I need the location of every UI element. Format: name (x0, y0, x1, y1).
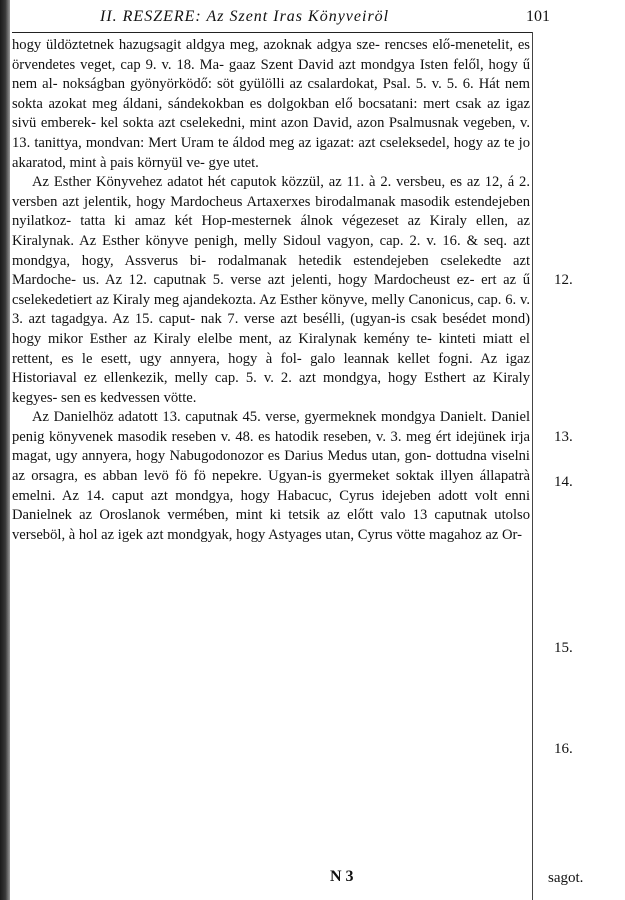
margin-rule (532, 32, 533, 900)
margin-note-12: 12. (554, 272, 573, 288)
header-rule (12, 32, 532, 33)
main-text (12, 36, 530, 545)
signature-mark: N 3 (330, 868, 354, 885)
margin-note-13: 13. (554, 429, 573, 445)
paragraph-1: hogy üldöztetnek hazugsagit aldgya meg, azoknak adgya sze- rencses elő-menetelit, es örvendetes veget, cap 9. v. 18. Ma- gaaz Szent David azt mondgya Isten felől, hogy ű nem al- nokságban gyönyörködő: söt gyülölli az csalardokat, Psal. 5. v. 5. 6. Hát nem sokta azokat meg áldani, sándekokban es dolgokban elő bocsatani: mert csak az igaz sivü emberek- kel sokta azt cselekedni, mint azon David, azon Psalmusnak vegeben, v. 13. tanittya, mondvan: Mert Uram te áldod meg az igazat: azt cseleksedel, hogy az te jo akaratod, mint à pais környül ve- gye utet. (12, 37, 530, 171)
margin-note-16: 16. (554, 741, 573, 757)
running-head-title: II. RESZERE: Az Szent Iras Könyveiröl (100, 8, 390, 25)
book-spine-shadow (0, 0, 10, 900)
page-number: 101 (526, 8, 550, 25)
margin-note-14: 14. (554, 474, 573, 490)
running-head (60, 6, 550, 32)
paragraph-2: Az Esther Könyvehez adatot hét caputok közzül, az 11. à 2. versbeu, es az 12, á 2. versben azt jelentik, hogy Mardocheus Artaxerxes birodalmanak masodik estendejeben nyilatkoz- tatta ki amaz két Hop-mesternek álnok végezeset az Kiraly ellen, az Kiralynak. Az Esther könyve penigh, melly Sidoul vagyon, cap. 2. v. 16. & seq. azt mondgya, hogy, Assverus bi- rodalmanak hetedik estendejeben cselekedte azt Mardoche- us. Az 12. caputnak 5. verse azt jelenti, hogy Mardocheust ez- ert az ű cselekedetiert az Kiraly meg ajandekozta. Az Esther könyve, melly Canonicus, cap. 6. v. 3. azt tagadgya. Az 15. caput- nak 7. verse azt besélli, (ugyan-is csak besédet mond) hogy mikor Esther az Kiraly elelbe ment, az Kiralynak kemény te- kinteti miatt el rettent, es le esett, ugy annyera, hogy à fol- galo leannak kellet fogni. Az igaz Historiaval ez ellenkezik, melly cap. 5. v. 2. azt mondgya, hogy Esthert az Kiraly kegyes- sen es kedvessen vötte. (12, 174, 530, 406)
paragraph-3: Az Danielhöz adatott 13. caputnak 45. verse, gyermeknek mondgya Danielt. Daniel penig könyvenek masodik reseben v. 48. es hatodik reseben, v. 3. meg ért idejünek irja magat, ugy annyera, hogy Nabugodonozor es Darius Medus utan, gon- dottudna viselni az orsagra, es abban levö fö fö nepekre. Ugyan-is gyermeket soktak illyen állapatrà emelni. Az 14. caput azt mondgya, hogy Habacuc, Cyrus idejeben adott volt enni Danielnek az Oroslanok vermében, mint ki tetsik az előtt valo 13 caputnak utolso verseböl, à hol az igek azt mondgyak, hogy Astyages utan, Cyrus vötte magahoz az Or- (12, 409, 530, 543)
catchword: sagot. (548, 870, 584, 886)
margin-notes (540, 0, 610, 900)
margin-note-15: 15. (554, 640, 573, 656)
